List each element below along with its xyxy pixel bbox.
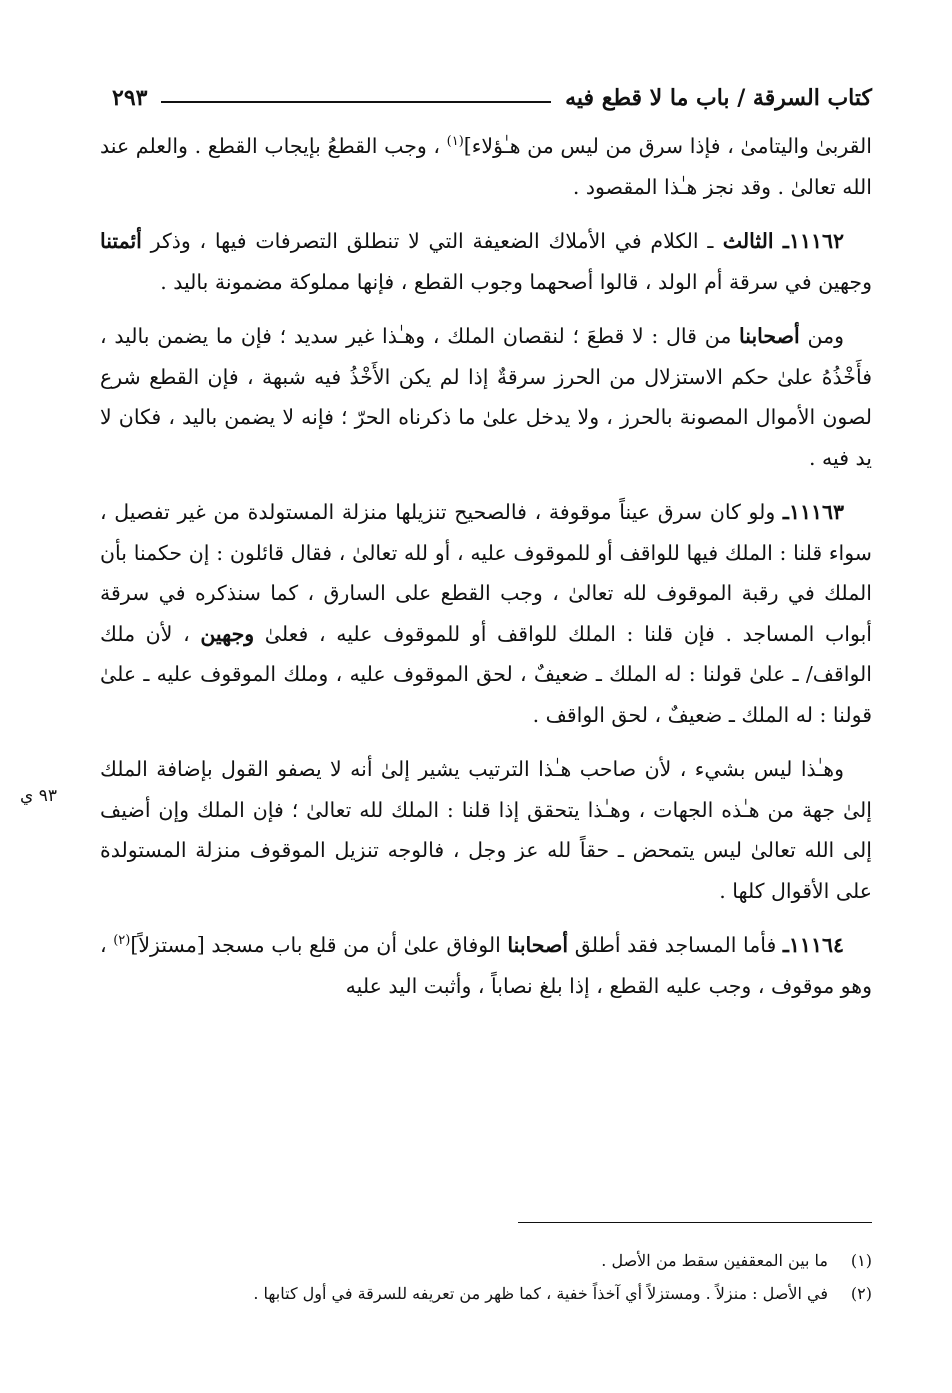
p1-text-b: ، وجب القطعُ بإيجاب القطع . والعلم عند الله تعالىٰ . وقد نجز هـٰذا المقصود .: [100, 134, 872, 199]
p2-text-b: وجهين في سرقة أم الولد ، قالوا أصحهما وجوب القطع ، فإنها مملوكة مضمونة باليد .: [160, 269, 872, 294]
p6-text-a: فأما المساجد فقد أطلق: [568, 933, 783, 957]
p4-keyword: وجهين: [200, 621, 255, 646]
footnote-ref-1: (١): [446, 134, 464, 150]
p4-text-b: ، لأن ملك الواقف/ ـ علىٰ قولنا : له الملك ـ ضعيفٌ ، لحق الموقوف عليه ، وملك الموقوف عليه ـ علىٰ قولنا : له الملك ـ ضعيفٌ ، لحق الواقف .: [100, 621, 872, 727]
p3-text-a: ومن: [799, 324, 844, 348]
paragraph-1: [100, 126, 872, 207]
footnote-text: ما بين المعقفين سقط من الأصل .: [601, 1251, 828, 1270]
p6-text-b: الوفاق علىٰ أن من قلع باب مسجد [مستزلاً]: [130, 933, 508, 957]
p1-text-a: القربىٰ واليتامىٰ ، فإذا سرق من ليس من هـٰؤلاء]: [463, 134, 872, 158]
p2-number: ١١١٦٢ـ: [782, 229, 844, 253]
paragraph-5: [100, 749, 872, 911]
page-number: ٢٩٣: [112, 85, 148, 111]
paragraph-4: [100, 492, 872, 735]
footnote-1: [100, 1244, 872, 1277]
footnotes: [100, 1244, 872, 1310]
p3-text-b: من قال : لا قطعَ ؛ لنقصان الملك ، وهـٰذا غير سديد ؛ فإن ما يضمن باليد ، فأَخْذُهُ علىٰ حكم الاستزلال من الحرز سرقةٌ إذا لم يكن الأَخْذُ فيه شبهة ، فإن القطع شرع لصون الأموال المصونة بالحرز ، ولا يدخل علىٰ ما ذكرناه الحرّ ؛ فإنه لا يضمن باليد ، فكان لا يد فيه .: [100, 324, 872, 470]
footnote-separator: [518, 1222, 872, 1223]
p5-text: وهـٰذا ليس بشيء ، لأن صاحب هـٰذا الترتيب يشير إلىٰ أنه لا يصفو القول بإضافة الملك إلىٰ جهة من هـٰذه الجهات ، وهـٰذا يتحقق إذا قلنا : الملك لله تعالىٰ ؛ فإن الملك وإن أضيف إلى الله تعالىٰ ليس يتمحض ـ حقاً لله عز وجل ، فالوجه تنزيل الموقوف منزلة المستولدة على الأقوال كلها .: [100, 757, 872, 903]
p4-text-a: ولو كان سرق عيناً موقوفة ، فالصحيح تنزيلها منزلة المستولدة من غير تفصيل ، سواء قلنا : الملك فيها للواقف أو للموقوف عليه ، أو لله تعالىٰ ، فقال قائلون : إن حكمنا بأن الملك في رقبة الموقوف لله تعالىٰ ، وجب القطع على السارق ، كما سنذكره في سرقة أبواب المساجد . فإن قلنا : الملك للواقف أو للموقوف عليه ، فعلىٰ: [100, 500, 872, 646]
p2-keyword: أئمتنا: [100, 229, 142, 253]
footnote-text: في الأصل : منزلاً . ومستزلاً أي آخذاً خفية ، كما ظهر من تعريفه للسرقة في أول كتابها .: [253, 1284, 828, 1303]
p3-keyword: أصحابنا: [739, 324, 800, 348]
p6-keyword: أصحابنا: [507, 933, 569, 957]
p6-number: ١١١٦٤ـ: [782, 933, 844, 957]
paragraph-3: [100, 316, 872, 478]
running-header: [112, 78, 872, 118]
p2-lead: الثالث: [713, 229, 783, 253]
paragraph-2: [100, 221, 872, 302]
footnote-mark: (٢): [850, 1284, 872, 1303]
p4-number: ١١١٦٣ـ: [782, 500, 844, 524]
footnote-2: [100, 1277, 872, 1310]
footnote-mark: (١): [850, 1251, 872, 1270]
p6-text-c: ، وهو موقوف ، وجب عليه القطع ، إذا بلغ نصاباً ، وأثبت اليد عليه: [100, 933, 872, 998]
p2-text-a: ـ الكلام في الأملاك الضعيفة التي لا تنطلق التصرفات فيها ، وذكر: [141, 229, 714, 253]
header-rule: [161, 101, 551, 103]
footnote-ref-2: (٢): [113, 933, 131, 949]
main-text: [100, 126, 872, 1006]
margin-note: ٩٣ ي: [20, 786, 57, 806]
header-title: كتاب السرقة / باب ما لا قطع فيه: [565, 85, 872, 111]
paragraph-6: [100, 925, 872, 1006]
